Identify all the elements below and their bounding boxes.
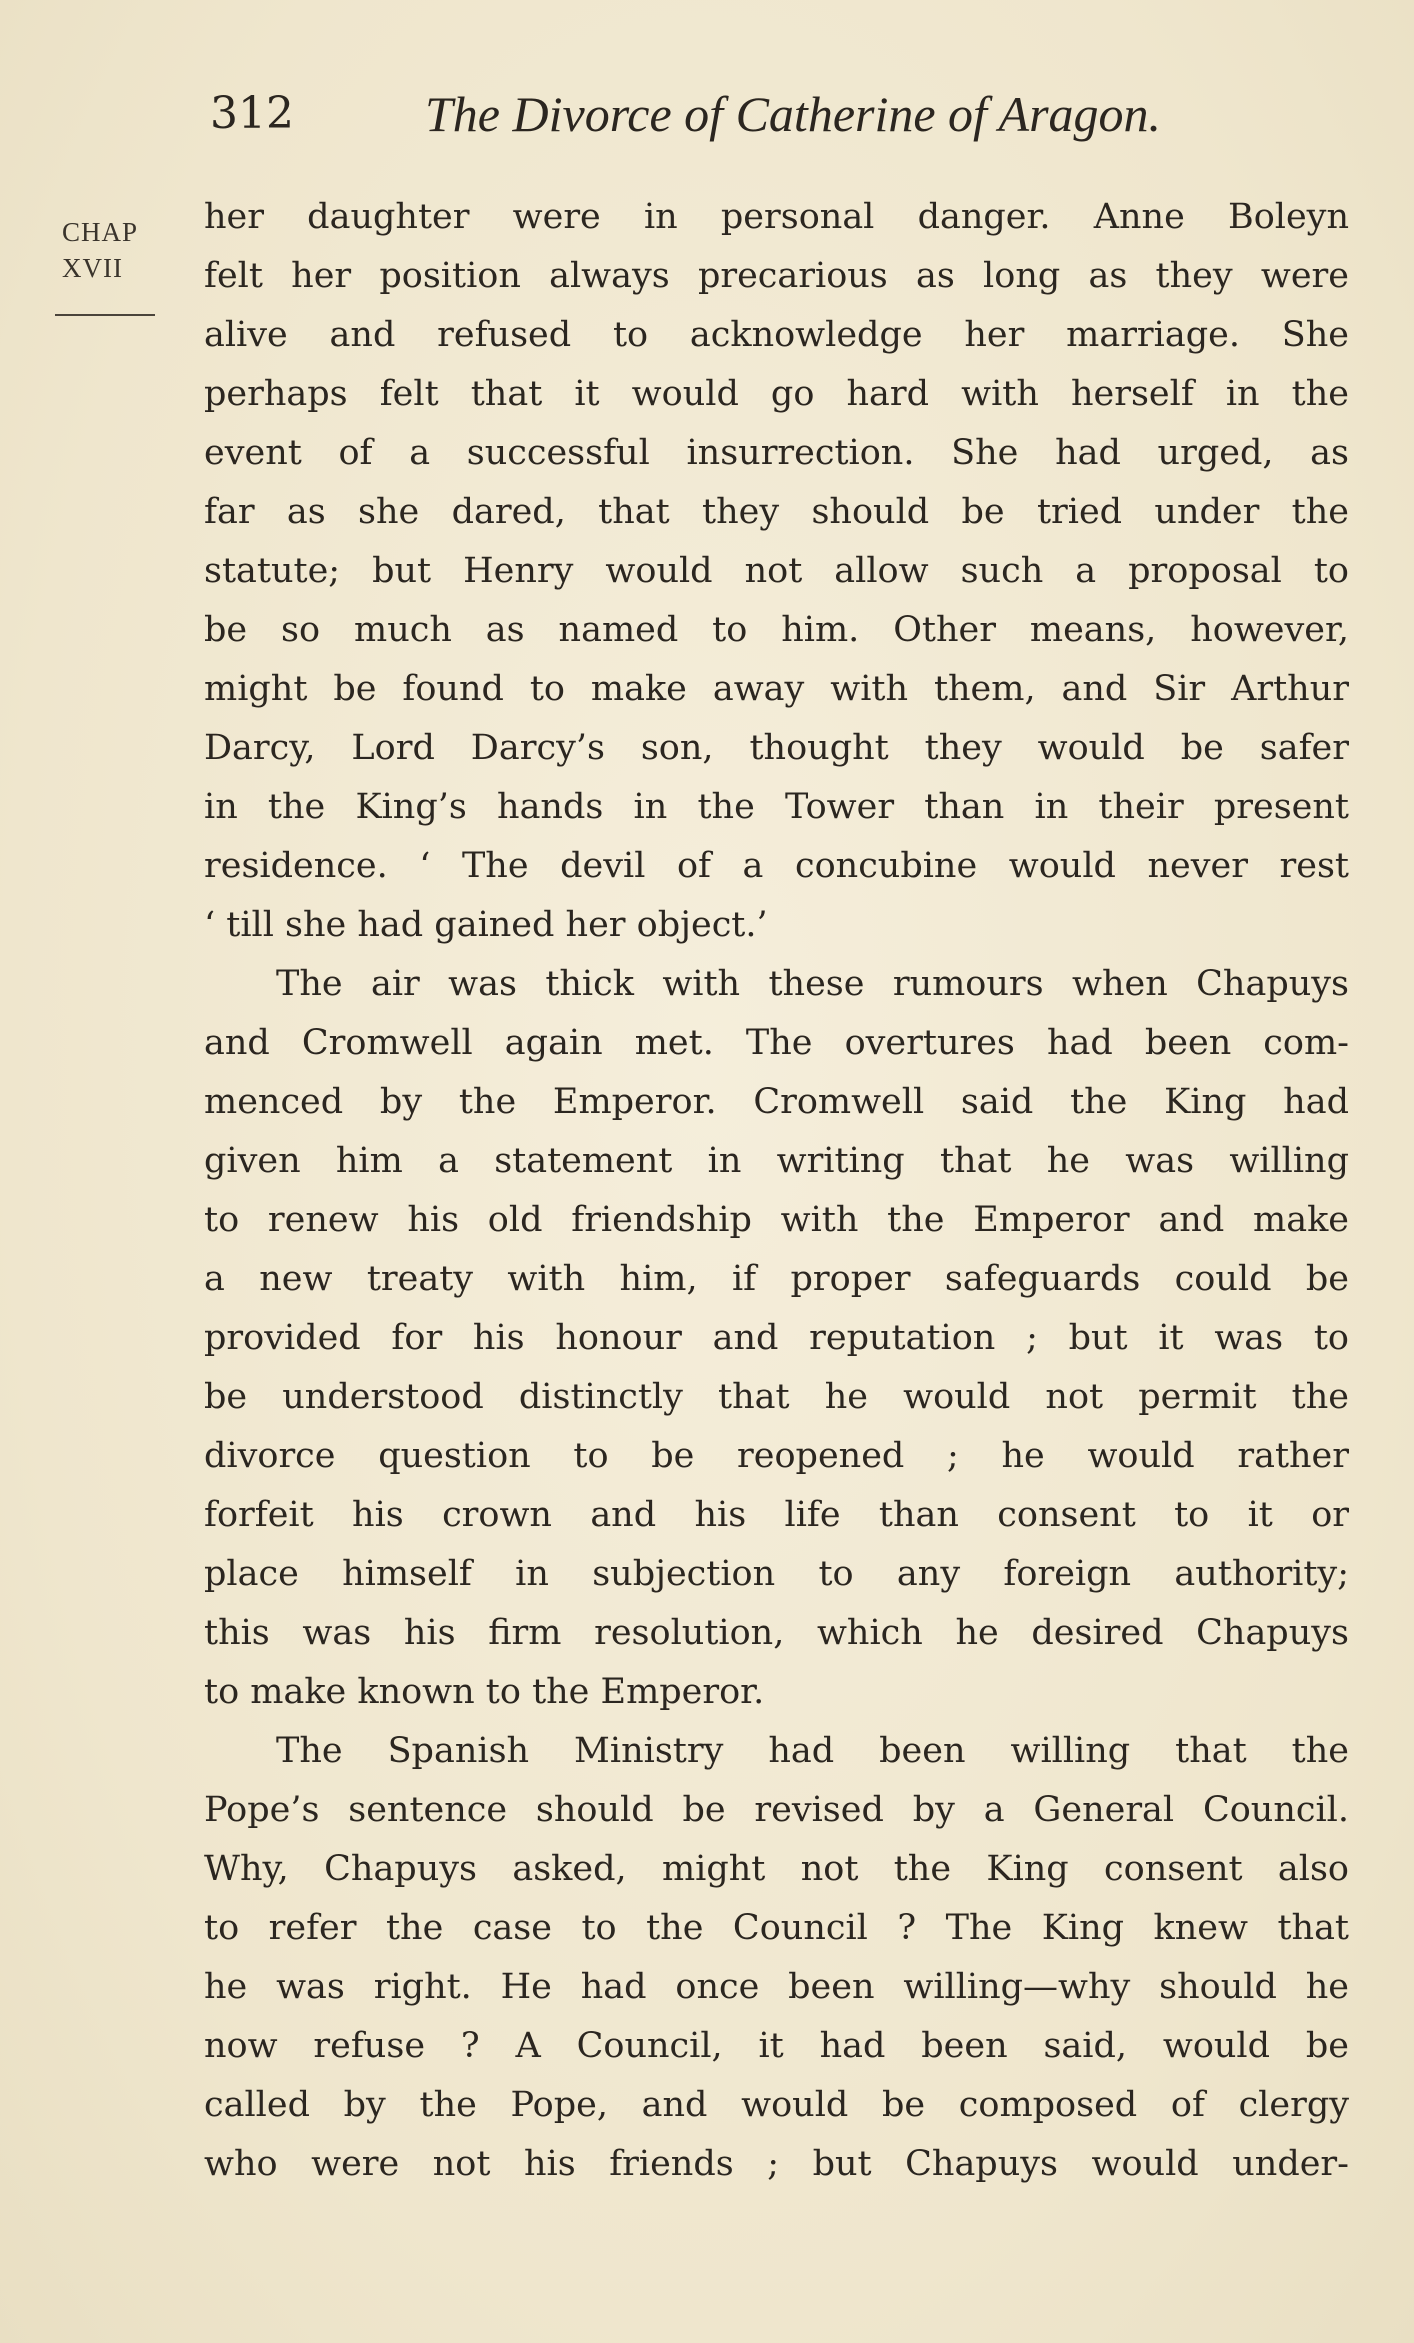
text-line: alive and refused to acknowledge her marriage. She — [204, 315, 1349, 355]
text-line: Darcy, Lord Darcy’s son, thought they would be safer — [204, 728, 1349, 768]
text-line: and Cromwell again met. The overtures had been com- — [204, 1023, 1349, 1063]
text-line: now refuse ? A Council, it had been said, would be — [204, 2026, 1349, 2066]
margin-rule — [55, 314, 155, 316]
text-line: provided for his honour and reputation ; but it was to — [204, 1318, 1349, 1358]
text-line: a new treaty with him, if proper safeguards could be — [204, 1259, 1349, 1299]
text-line: event of a successful insurrection. She had urged, as — [204, 433, 1349, 473]
text-line: to refer the case to the Council ? The King knew that — [204, 1908, 1349, 1948]
text-line: given him a statement in writing that he was willing — [204, 1141, 1349, 1181]
text-line: her daughter were in personal danger. Anne Boleyn — [204, 197, 1349, 237]
text-line: menced by the Emperor. Cromwell said the King had — [204, 1082, 1349, 1122]
text-line: to renew his old friendship with the Emperor and make — [204, 1200, 1349, 1240]
text-line: The Spanish Ministry had been willing that the — [276, 1731, 1349, 1771]
text-line: divorce question to be reopened ; he would rather — [204, 1436, 1349, 1476]
text-line: this was his firm resolution, which he desired Chapuys — [204, 1613, 1349, 1653]
body-text — [204, 188, 1349, 2194]
text-line: The air was thick with these rumours when Chapuys — [276, 964, 1349, 1004]
text-line: felt her position always precarious as long as they were — [204, 256, 1349, 296]
text-line: perhaps felt that it would go hard with herself in the — [204, 374, 1349, 414]
chapter-margin-note — [62, 214, 162, 286]
text-line: forfeit his crown and his life than consent to it or — [204, 1495, 1349, 1535]
margin-note-chap: CHAP — [62, 217, 139, 247]
text-line: might be found to make away with them, and Sir Arthur — [204, 669, 1349, 709]
running-head — [210, 84, 1210, 144]
text-line: statute; but Henry would not allow such a proposal to — [204, 551, 1349, 591]
text-line: he was right. He had once been willing—why should he — [204, 1967, 1349, 2007]
text-line: far as she dared, that they should be tried under the — [204, 492, 1349, 532]
text-line: be so much as named to him. Other means, however, — [204, 610, 1349, 650]
text-line: residence. ‘ The devil of a concubine would never rest — [204, 846, 1349, 886]
text-line: ‘ till she had gained her object.’ — [204, 905, 768, 945]
running-title: The Divorce of Catherine of Aragon. — [425, 86, 1162, 142]
text-line: place himself in subjection to any foreign authority; — [204, 1554, 1349, 1594]
page-number: 312 — [210, 88, 294, 139]
margin-note-number: XVII — [62, 253, 123, 283]
text-line: in the King’s hands in the Tower than in their present — [204, 787, 1349, 827]
text-line: called by the Pope, and would be composed of clergy — [204, 2085, 1349, 2125]
text-line: who were not his friends ; but Chapuys would under- — [204, 2144, 1349, 2184]
text-line: Pope’s sentence should be revised by a General Council. — [204, 1790, 1349, 1830]
text-line: to make known to the Emperor. — [204, 1672, 765, 1712]
text-line: Why, Chapuys asked, might not the King consent also — [204, 1849, 1349, 1889]
text-line: be understood distinctly that he would not permit the — [204, 1377, 1349, 1417]
